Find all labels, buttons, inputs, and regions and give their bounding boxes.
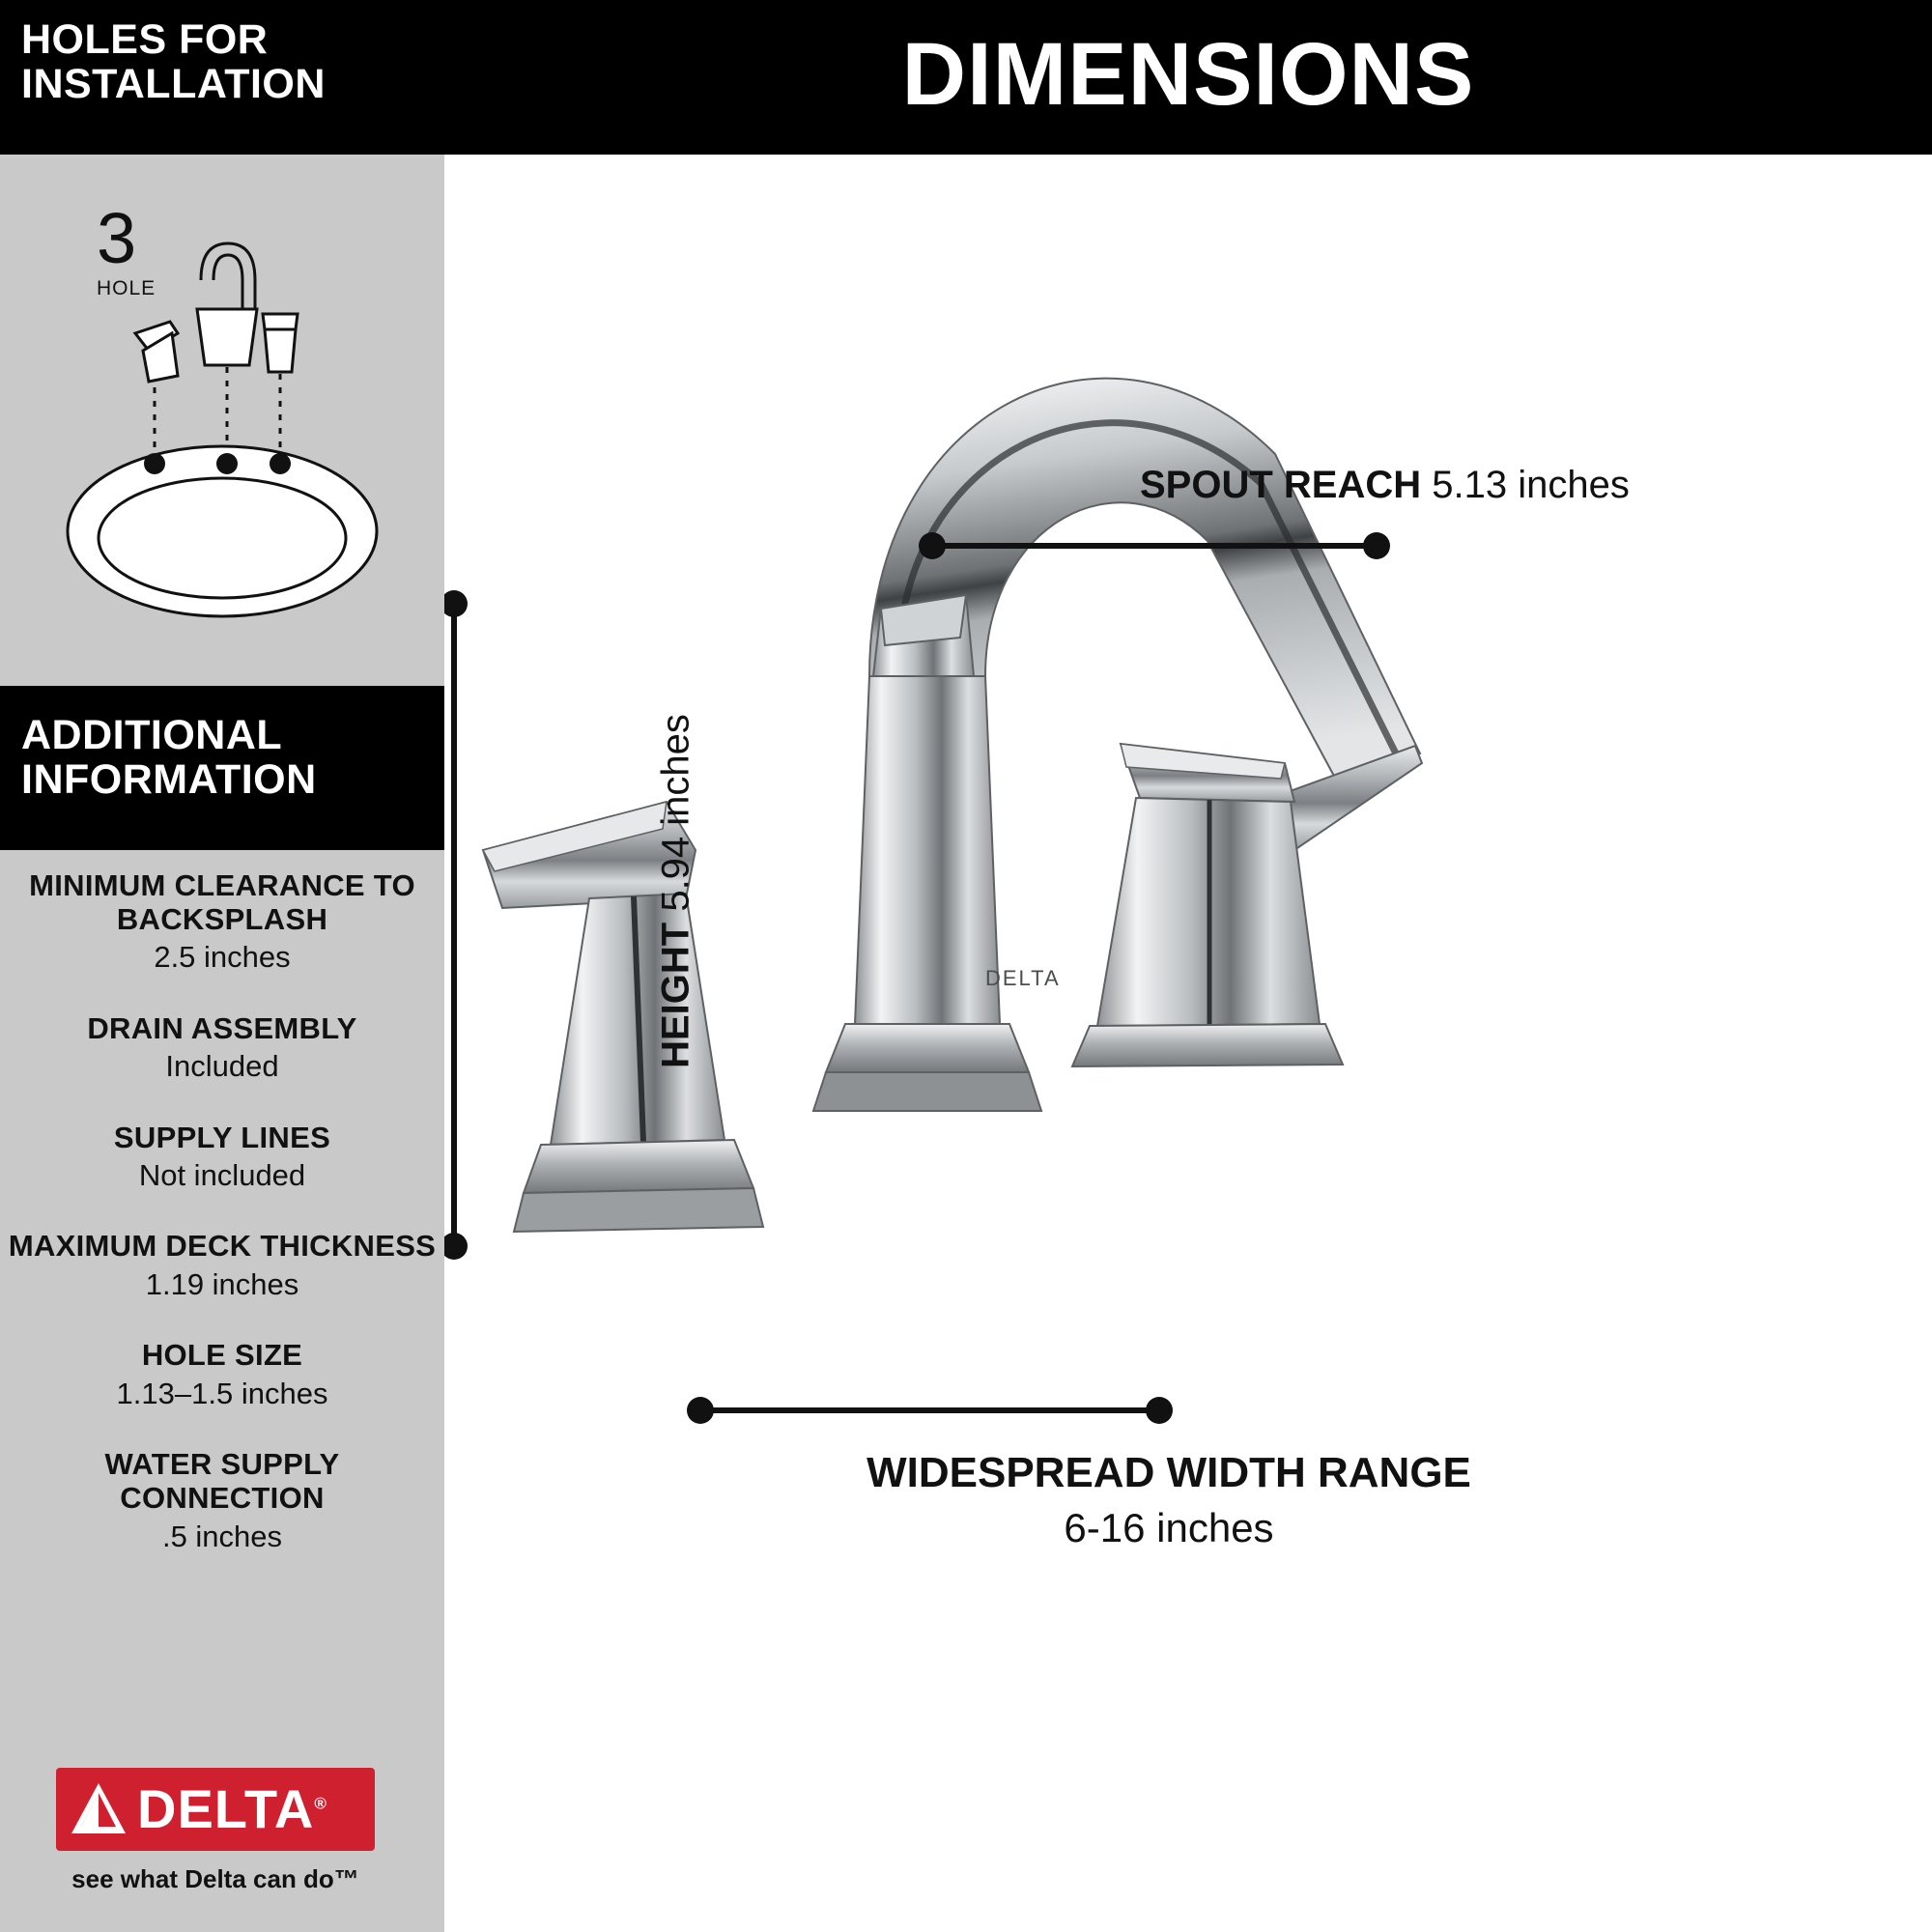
info-title: SUPPLY LINES	[113, 1120, 331, 1154]
main-panel	[444, 0, 1932, 1932]
info-title: MAXIMUM DECK THICKNESS	[8, 1229, 437, 1264]
page-title: DIMENSIONS	[901, 25, 1475, 124]
spout-reach-value: 5.13 inches	[1432, 464, 1630, 506]
info-value: 1.19 inches	[145, 1267, 299, 1302]
info-item-drain-assembly	[0, 1012, 444, 1085]
info-value: Included	[165, 1049, 279, 1084]
registered-mark: ®	[314, 1794, 327, 1813]
delta-logo-badge	[56, 1768, 375, 1851]
sidebar	[0, 0, 444, 1932]
info-item-hole-size	[0, 1339, 444, 1411]
info-item-maximum-deck-thickness	[0, 1230, 444, 1302]
height-title: HEIGHT	[654, 922, 697, 1068]
info-title: HOLE SIZE	[141, 1338, 303, 1373]
spout-reach-label	[1140, 464, 1630, 507]
widespread-width-title: WIDESPREAD WIDTH RANGE	[867, 1449, 1471, 1496]
additional-information-header: ADDITIONAL INFORMATION	[0, 686, 444, 850]
holes-for-installation-header: HOLES FOR INSTALLATION	[0, 0, 444, 155]
delta-logo	[56, 1768, 394, 1894]
delta-wordmark: DELTA	[137, 1778, 315, 1839]
delta-triangle-icon	[68, 1779, 129, 1839]
hole-count-label: HOLE	[97, 277, 156, 299]
info-value: 1.13–1.5 inches	[116, 1377, 328, 1411]
info-item-minimum-clearance	[0, 869, 444, 976]
info-title: DRAIN ASSEMBLY	[87, 1010, 357, 1045]
additional-information-list	[0, 869, 444, 1591]
info-value: .5 inches	[161, 1519, 283, 1553]
hole-count-number: 3	[97, 198, 137, 278]
info-item-supply-lines	[0, 1122, 444, 1194]
info-item-water-supply-connection	[0, 1448, 444, 1554]
height-label	[655, 621, 698, 1162]
delta-logo-text	[137, 1778, 327, 1839]
spout-reach-line	[919, 532, 1390, 559]
widespread-width-value: 6-16 inches	[1064, 1505, 1274, 1550]
info-title: MINIMUM CLEARANCE TO BACKSPLASH	[29, 868, 415, 936]
spout-reach-title: SPOUT REACH	[1140, 464, 1422, 506]
widespread-width-line	[687, 1397, 1173, 1424]
info-title: WATER SUPPLY CONNECTION	[104, 1447, 340, 1515]
delta-brand-stamp: DELTA	[985, 966, 1061, 990]
info-value: Not included	[138, 1158, 306, 1193]
delta-tagline: see what Delta can do™	[71, 1864, 359, 1893]
sink-hole-illustration	[0, 169, 444, 671]
info-value: 2.5 inches	[154, 940, 291, 975]
hole-diagram	[0, 169, 444, 671]
height-value: 5.94 inches	[654, 714, 697, 912]
height-line	[444, 590, 468, 1260]
